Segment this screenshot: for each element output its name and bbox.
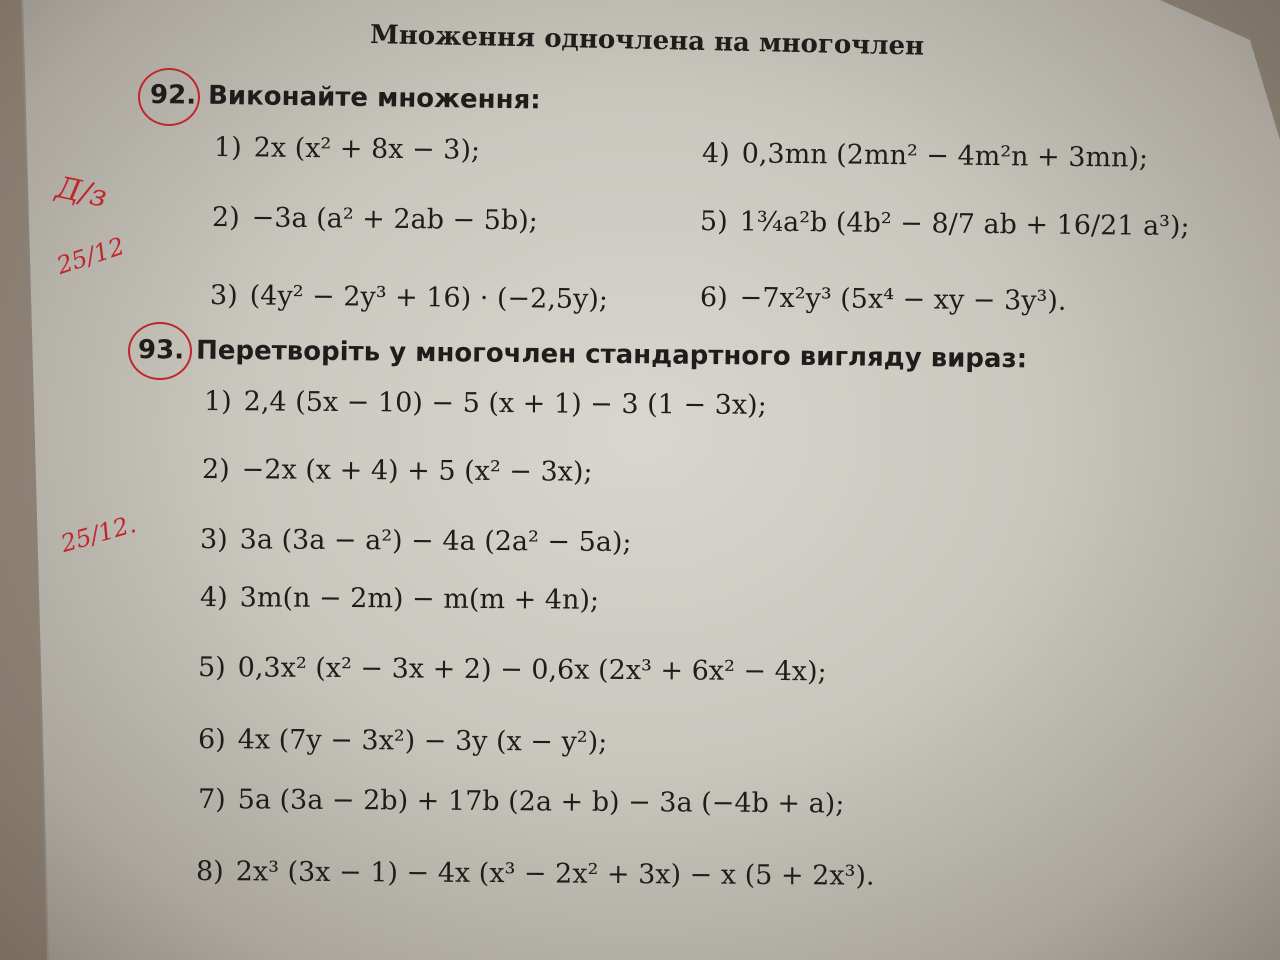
item-expression: −2x (x + 4) + 5 (x² − 3x); [241,454,593,488]
item-expression: 3a (3a − a²) − 4a (2a² − 5a); [239,524,632,559]
item-index: 1) [203,386,232,418]
task-93-item-4 [200,582,599,616]
task-93-item-1 [204,386,767,421]
item-index: 6) [197,724,226,756]
item-index: 2) [201,454,230,486]
task-93-heading [138,335,1027,374]
item-expression: −7x²y³ (5x⁴ − xy − 3y³). [739,282,1067,317]
item-expression: 5a (3a − 2b) + 17b (2a + b) − 3a (−4b + a); [237,784,845,820]
task-92-instruction: Виконайте множення: [207,80,541,116]
task-92-item-2 [212,202,538,236]
item-expression: 1¾a²b (4b² − 8/7 ab + 16/21 a³); [739,206,1190,243]
task-93-item-7 [198,784,845,820]
item-expression: 2,4 (5x − 10) − 5 (x + 1) − 3 (1 − 3x); [243,386,767,421]
handwritten-homework-note: Д/з [52,170,110,215]
item-index: 3) [199,524,228,556]
item-index: 5) [197,652,226,684]
page-title: Множення одночлена на многочлен [369,20,925,62]
item-index: 4) [199,582,228,614]
handwritten-date-2: 25/12. [57,509,140,559]
item-index: 8) [195,856,224,888]
task-92-item-3 [210,280,608,315]
item-expression: 3m(n − 2m) − m(m + 4n); [239,582,600,616]
handwritten-date-1: 25/12 [53,231,128,281]
item-expression: 0,3mn (2mn² − 4m²n + 3mn); [741,138,1149,174]
item-index: 2) [211,202,240,234]
item-index: 1) [213,132,242,164]
item-index: 6) [699,282,728,314]
task-92-item-6 [700,282,1067,317]
task-93-item-6 [198,724,607,758]
item-index: 4) [701,138,730,170]
task-93-item-3 [200,524,632,558]
item-index: 7) [197,784,226,816]
task-92-item-4 [702,138,1148,174]
task-93-instruction: Перетворіть у многочлен стандартного вигляду вираз: [195,335,1028,375]
task-93-item-8 [196,856,875,892]
task-92-heading [150,80,541,115]
item-expression: 0,3x² (x² − 3x + 2) − 0,6x (2x³ + 6x² − 4x); [237,652,827,688]
item-expression: 2x (x² + 8x − 3); [253,132,481,166]
task-93-number: 93. [137,335,185,366]
task-92-item-1 [214,132,480,166]
task-92-number: 92. [149,80,197,111]
item-index: 3) [209,280,238,312]
item-index: 5) [699,206,728,238]
item-expression: 4x (7y − 3x²) − 3y (x − y²); [237,724,608,758]
task-93-item-5 [198,652,827,687]
task-93-item-2 [202,454,593,488]
item-expression: 2x³ (3x − 1) − 4x (x³ − 2x² + 3x) − x (5 + 2x³). [235,856,875,892]
item-expression: −3a (a² + 2ab − 5b); [251,202,539,237]
task-92-item-5 [700,206,1190,242]
item-expression: (4y² − 2y³ + 16) · (−2,5y); [249,280,609,316]
